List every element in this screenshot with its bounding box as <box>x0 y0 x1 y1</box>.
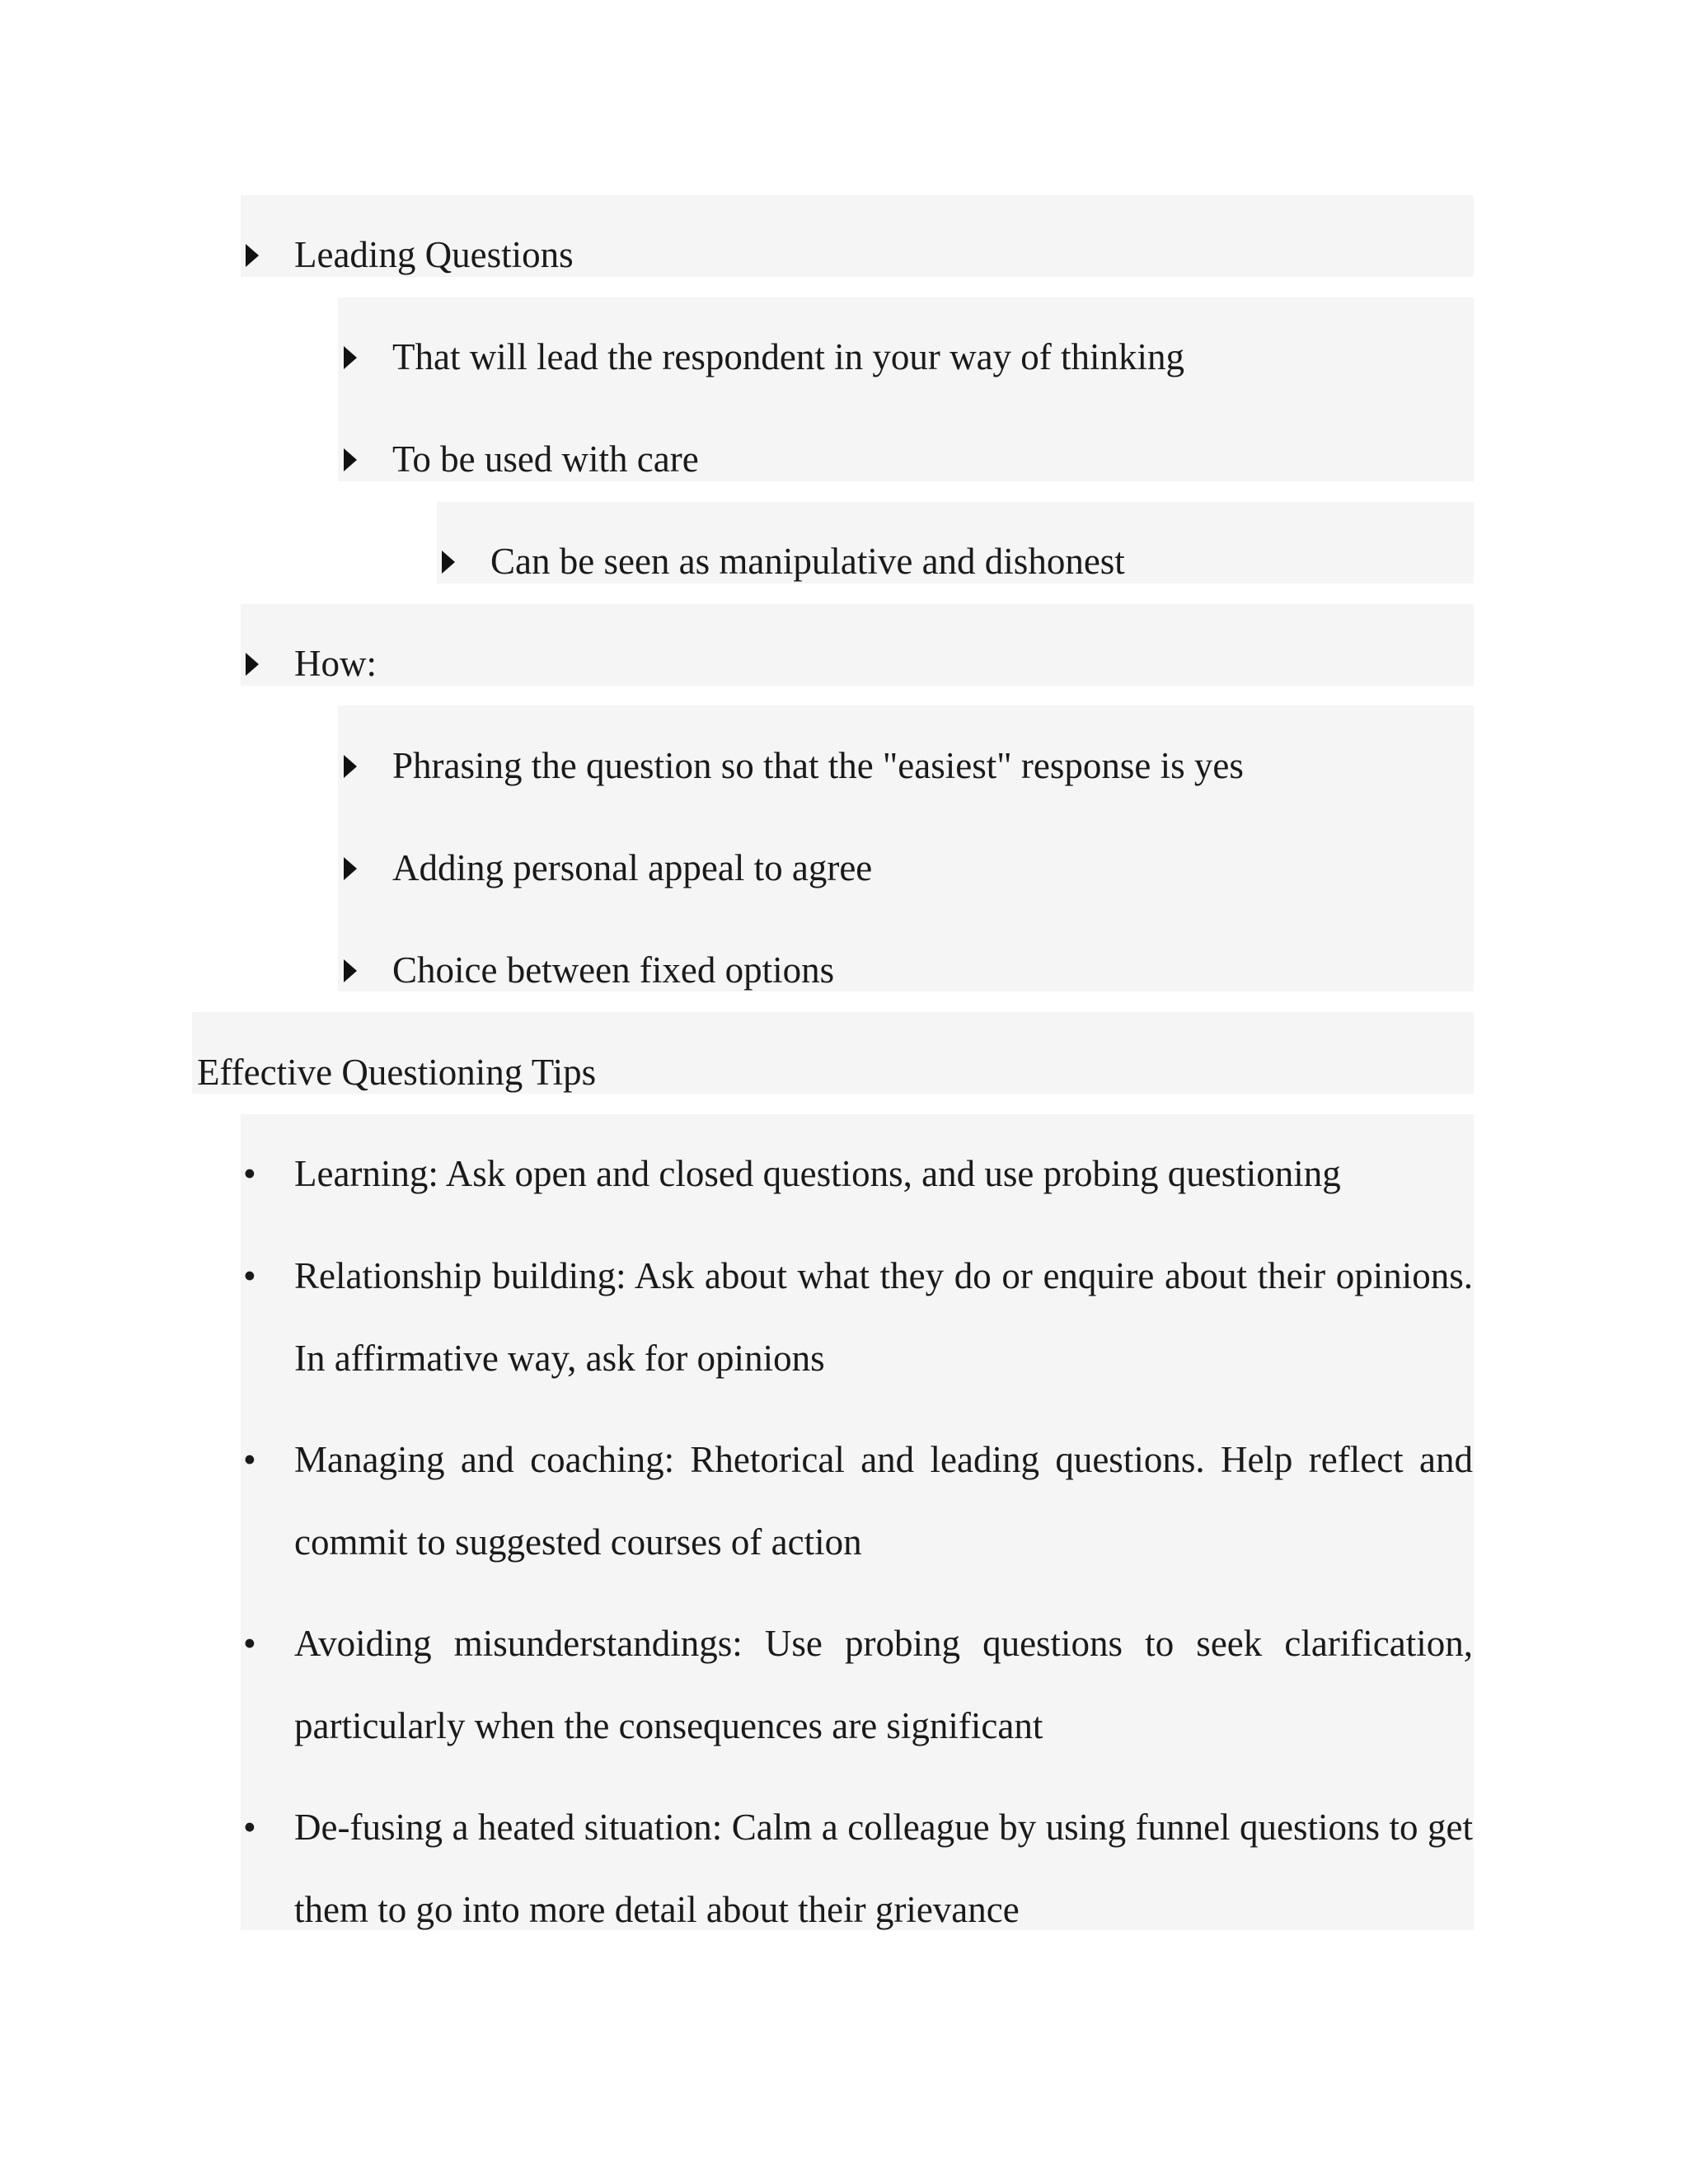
outline-item-label: To be used with care <box>392 438 699 480</box>
tip-text: Learning: Ask open and closed questions, and use probing questioning <box>294 1153 1341 1194</box>
outline-item-label: Phrasing the question so that the "easiest" response is yes <box>392 745 1244 786</box>
caret-right-icon <box>344 959 357 982</box>
bullet-icon: • <box>243 1153 256 1194</box>
tip-managing-coaching <box>243 1418 1473 1583</box>
band-how <box>241 604 1474 686</box>
outline-item-leading-questions <box>294 234 574 275</box>
outline-item-used-with-care <box>392 438 699 480</box>
outline-item-fixed-options <box>392 949 834 991</box>
bullet-icon: • <box>243 1623 256 1664</box>
outline-item-lead-respondent <box>392 336 1184 377</box>
caret-right-icon <box>344 857 357 880</box>
tip-text: Managing and coaching: Rhetorical and leading questions. Help reflect and commit to suggested courses of action <box>294 1439 1473 1563</box>
tip-text: De-fusing a heated situation: Calm a colleague by using funnel questions to get them to go into more detail about their grievance <box>294 1807 1473 1930</box>
outline-item-label: That will lead the respondent in your way of thinking <box>392 336 1185 377</box>
tip-relationship-building <box>243 1235 1473 1399</box>
outline-item-label: Leading Questions <box>294 234 574 275</box>
tip-text: Relationship building: Ask about what they do or enquire about their opinions. In affirmative way, ask for opinions <box>294 1255 1473 1379</box>
outline-item-label: Choice between fixed options <box>392 949 835 991</box>
tip-text: Avoiding misunderstandings: Use probing questions to seek clarification, particularly when the consequences are significant <box>294 1623 1473 1746</box>
caret-right-icon <box>344 346 357 369</box>
section-heading: Effective Questioning Tips <box>197 1052 597 1093</box>
caret-right-icon <box>344 755 357 778</box>
outline-item-label: How: <box>294 643 377 684</box>
caret-right-icon <box>246 653 259 676</box>
bullet-icon: • <box>243 1807 256 1848</box>
caret-right-icon <box>442 551 455 574</box>
caret-right-icon <box>344 448 357 471</box>
outline-item-personal-appeal <box>392 847 872 888</box>
bullet-icon: • <box>243 1439 256 1480</box>
caret-right-icon <box>246 244 259 267</box>
outline-item-label: Adding personal appeal to agree <box>392 847 873 888</box>
tip-learning <box>243 1132 1473 1215</box>
outline-item-manipulative <box>490 541 1125 582</box>
tip-avoiding-misunderstandings <box>243 1602 1473 1767</box>
tip-defusing-situation <box>243 1786 1473 1951</box>
outline-item-how <box>294 643 377 684</box>
outline-item-label: Can be seen as manipulative and dishonest <box>490 541 1125 582</box>
outline-item-phrasing <box>392 745 1244 786</box>
bullet-icon: • <box>243 1255 256 1296</box>
